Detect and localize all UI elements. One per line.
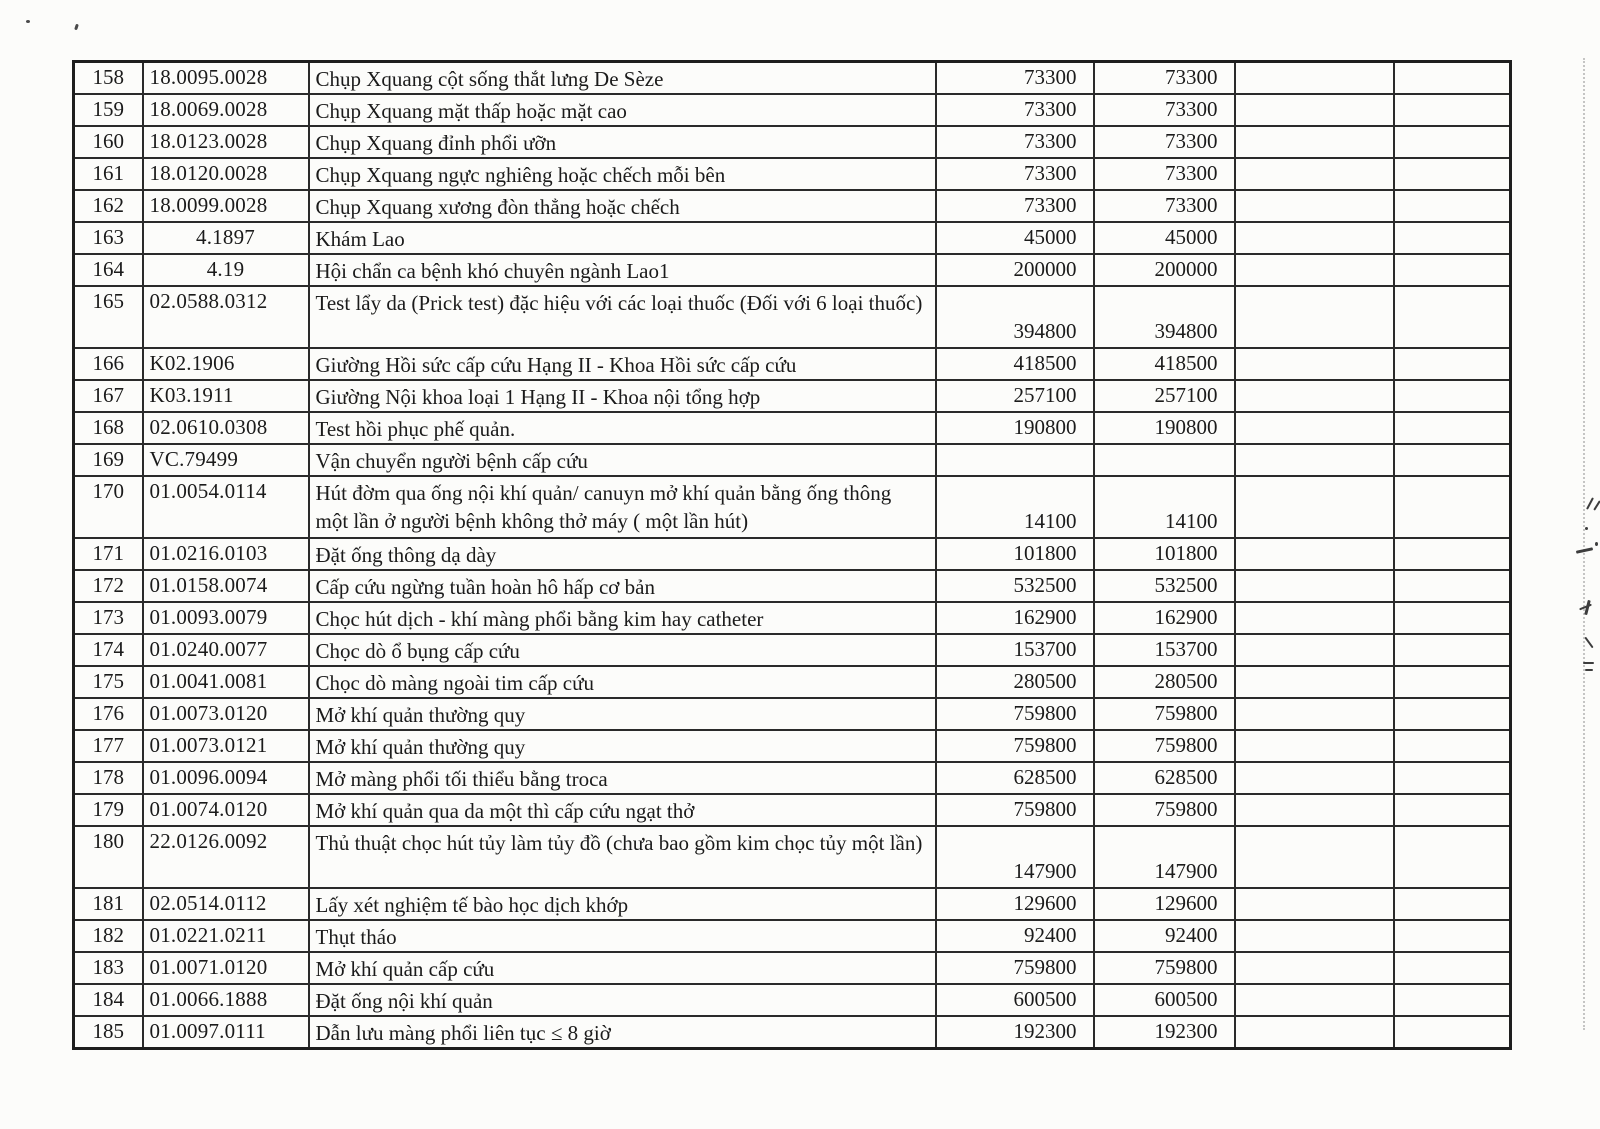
insurance-price: 394800 [1094, 286, 1235, 348]
insurance-price: 280500 [1094, 666, 1235, 698]
insurance-price: 759800 [1094, 698, 1235, 730]
service-code: 01.0041.0081 [143, 666, 309, 698]
service-name: Dẫn lưu màng phổi liên tục ≤ 8 giờ [309, 1016, 936, 1049]
empty-cell-2 [1394, 286, 1511, 348]
insurance-price: 628500 [1094, 762, 1235, 794]
empty-cell-2 [1394, 794, 1511, 826]
service-name: Hội chẩn ca bệnh khó chuyên ngành Lao1 [309, 254, 936, 286]
scan-speck [26, 20, 30, 23]
table-row [74, 412, 1511, 444]
empty-cell-2 [1394, 222, 1511, 254]
row-number: 183 [74, 952, 143, 984]
unit-price: 200000 [936, 254, 1094, 286]
empty-cell-1 [1235, 190, 1394, 222]
table-row [74, 794, 1511, 826]
service-code: 18.0095.0028 [143, 62, 309, 95]
unit-price: 628500 [936, 762, 1094, 794]
row-number: 177 [74, 730, 143, 762]
table-row [74, 348, 1511, 380]
service-code: 02.0610.0308 [143, 412, 309, 444]
service-name: Chọc dò ổ bụng cấp cứu [309, 634, 936, 666]
service-price-table [72, 60, 1512, 1050]
table-row [74, 286, 1511, 348]
service-code: 18.0120.0028 [143, 158, 309, 190]
empty-cell-2 [1394, 126, 1511, 158]
unit-price: 394800 [936, 286, 1094, 348]
scan-edge-artifact [1583, 58, 1585, 1030]
table-row [74, 476, 1511, 538]
row-number: 171 [74, 538, 143, 570]
empty-cell-1 [1235, 538, 1394, 570]
insurance-price: 759800 [1094, 730, 1235, 762]
service-code: 01.0073.0121 [143, 730, 309, 762]
row-number: 169 [74, 444, 143, 476]
table-row [74, 762, 1511, 794]
empty-cell-2 [1394, 888, 1511, 920]
row-number: 182 [74, 920, 143, 952]
unit-price: 101800 [936, 538, 1094, 570]
table-row [74, 62, 1511, 95]
table-row [74, 698, 1511, 730]
row-number: 158 [74, 62, 143, 95]
insurance-price: 600500 [1094, 984, 1235, 1016]
table-body [74, 62, 1511, 1049]
empty-cell-1 [1235, 826, 1394, 888]
empty-cell-1 [1235, 984, 1394, 1016]
unit-price: 162900 [936, 602, 1094, 634]
empty-cell-2 [1394, 730, 1511, 762]
empty-cell-1 [1235, 1016, 1394, 1049]
row-number: 172 [74, 570, 143, 602]
service-code: 01.0054.0114 [143, 476, 309, 538]
insurance-price: 14100 [1094, 476, 1235, 538]
empty-cell-1 [1235, 222, 1394, 254]
empty-cell-2 [1394, 666, 1511, 698]
pen-mark [1593, 500, 1600, 510]
service-name: Chụp Xquang cột sống thắt lưng De Sèze [309, 62, 936, 95]
unit-price: 192300 [936, 1016, 1094, 1049]
service-code: 02.0514.0112 [143, 888, 309, 920]
row-number: 170 [74, 476, 143, 538]
unit-price: 92400 [936, 920, 1094, 952]
table-row [74, 1016, 1511, 1049]
service-code: 18.0123.0028 [143, 126, 309, 158]
scan-speck [74, 24, 79, 31]
unit-price: 418500 [936, 348, 1094, 380]
empty-cell-1 [1235, 286, 1394, 348]
insurance-price: 759800 [1094, 952, 1235, 984]
service-code: 01.0073.0120 [143, 698, 309, 730]
pen-mark [1585, 669, 1593, 671]
empty-cell-2 [1394, 62, 1511, 95]
empty-cell-2 [1394, 348, 1511, 380]
empty-cell-1 [1235, 920, 1394, 952]
unit-price: 153700 [936, 634, 1094, 666]
service-code: 01.0240.0077 [143, 634, 309, 666]
pen-mark [1583, 662, 1594, 664]
table-row [74, 538, 1511, 570]
empty-cell-1 [1235, 602, 1394, 634]
service-code: 01.0093.0079 [143, 602, 309, 634]
row-number: 179 [74, 794, 143, 826]
table-row [74, 444, 1511, 476]
row-number: 184 [74, 984, 143, 1016]
insurance-price: 73300 [1094, 190, 1235, 222]
empty-cell-2 [1394, 538, 1511, 570]
empty-cell-1 [1235, 94, 1394, 126]
service-name: Chọc dò màng ngoài tim cấp cứu [309, 666, 936, 698]
empty-cell-1 [1235, 762, 1394, 794]
service-name: Lấy xét nghiệm tế bào học dịch khớp [309, 888, 936, 920]
service-name: Đặt ống nội khí quản [309, 984, 936, 1016]
empty-cell-2 [1394, 984, 1511, 1016]
service-code: 4.19 [143, 254, 309, 286]
insurance-price: 759800 [1094, 794, 1235, 826]
unit-price [936, 444, 1094, 476]
unit-price: 129600 [936, 888, 1094, 920]
empty-cell-2 [1394, 602, 1511, 634]
insurance-price: 257100 [1094, 380, 1235, 412]
service-code: 18.0099.0028 [143, 190, 309, 222]
insurance-price: 73300 [1094, 126, 1235, 158]
row-number: 167 [74, 380, 143, 412]
service-code: 01.0216.0103 [143, 538, 309, 570]
empty-cell-2 [1394, 476, 1511, 538]
empty-cell-1 [1235, 348, 1394, 380]
empty-cell-2 [1394, 762, 1511, 794]
unit-price: 257100 [936, 380, 1094, 412]
empty-cell-2 [1394, 952, 1511, 984]
service-name: Test lẩy da (Prick test) đặc hiệu với các loại thuốc (Đối với 6 loại thuốc) [309, 286, 936, 348]
row-number: 166 [74, 348, 143, 380]
service-name: Chụp Xquang ngực nghiêng hoặc chếch mỗi bên [309, 158, 936, 190]
empty-cell-2 [1394, 444, 1511, 476]
insurance-price: 101800 [1094, 538, 1235, 570]
empty-cell-1 [1235, 666, 1394, 698]
insurance-price: 147900 [1094, 826, 1235, 888]
empty-cell-2 [1394, 920, 1511, 952]
insurance-price: 418500 [1094, 348, 1235, 380]
service-code: 01.0221.0211 [143, 920, 309, 952]
row-number: 160 [74, 126, 143, 158]
unit-price: 759800 [936, 730, 1094, 762]
pen-mark [1584, 637, 1593, 649]
service-name: Test hồi phục phế quản. [309, 412, 936, 444]
empty-cell-1 [1235, 254, 1394, 286]
empty-cell-1 [1235, 570, 1394, 602]
service-code: 01.0158.0074 [143, 570, 309, 602]
empty-cell-2 [1394, 158, 1511, 190]
insurance-price: 129600 [1094, 888, 1235, 920]
table-row [74, 126, 1511, 158]
table-row [74, 920, 1511, 952]
unit-price: 14100 [936, 476, 1094, 538]
service-name: Cấp cứu ngừng tuần hoàn hô hấp cơ bản [309, 570, 936, 602]
insurance-price [1094, 444, 1235, 476]
insurance-price: 153700 [1094, 634, 1235, 666]
insurance-price: 45000 [1094, 222, 1235, 254]
service-name: Mở màng phổi tối thiểu bằng troca [309, 762, 936, 794]
insurance-price: 192300 [1094, 1016, 1235, 1049]
empty-cell-1 [1235, 62, 1394, 95]
table-row [74, 158, 1511, 190]
insurance-price: 73300 [1094, 62, 1235, 95]
empty-cell-1 [1235, 730, 1394, 762]
service-code: 01.0071.0120 [143, 952, 309, 984]
table-row [74, 730, 1511, 762]
unit-price: 73300 [936, 62, 1094, 95]
service-name: Mở khí quản cấp cứu [309, 952, 936, 984]
table-row [74, 952, 1511, 984]
service-code: 01.0074.0120 [143, 794, 309, 826]
table-row [74, 570, 1511, 602]
empty-cell-2 [1394, 1016, 1511, 1049]
unit-price: 532500 [936, 570, 1094, 602]
insurance-price: 190800 [1094, 412, 1235, 444]
unit-price: 73300 [936, 126, 1094, 158]
unit-price: 147900 [936, 826, 1094, 888]
unit-price: 600500 [936, 984, 1094, 1016]
insurance-price: 92400 [1094, 920, 1235, 952]
table-row [74, 984, 1511, 1016]
empty-cell-2 [1394, 826, 1511, 888]
row-number: 180 [74, 826, 143, 888]
unit-price: 73300 [936, 190, 1094, 222]
service-name: Hút đờm qua ống nội khí quản/ canuyn mở khí quản bằng ống thông một lần ở người bệnh không thở máy ( một lần hút) [309, 476, 936, 538]
service-name: Giường Hồi sức cấp cứu Hạng II - Khoa Hồi sức cấp cứu [309, 348, 936, 380]
row-number: 174 [74, 634, 143, 666]
table-row [74, 190, 1511, 222]
service-name: Chụp Xquang đỉnh phổi ưỡn [309, 126, 936, 158]
unit-price: 280500 [936, 666, 1094, 698]
pen-mark [1595, 542, 1598, 546]
service-name: Giường Nội khoa loại 1 Hạng II - Khoa nội tổng hợp [309, 380, 936, 412]
service-name: Thụt tháo [309, 920, 936, 952]
unit-price: 759800 [936, 794, 1094, 826]
empty-cell-1 [1235, 444, 1394, 476]
service-name: Khám Lao [309, 222, 936, 254]
insurance-price: 532500 [1094, 570, 1235, 602]
service-code: VC.79499 [143, 444, 309, 476]
row-number: 181 [74, 888, 143, 920]
service-name: Chụp Xquang xương đòn thẳng hoặc chếch [309, 190, 936, 222]
row-number: 178 [74, 762, 143, 794]
unit-price: 73300 [936, 158, 1094, 190]
insurance-price: 162900 [1094, 602, 1235, 634]
empty-cell-1 [1235, 794, 1394, 826]
empty-cell-1 [1235, 888, 1394, 920]
service-name: Thủ thuật chọc hút tủy làm tủy đồ (chưa bao gồm kim chọc tủy một lần) [309, 826, 936, 888]
service-code: 01.0097.0111 [143, 1016, 309, 1049]
row-number: 162 [74, 190, 143, 222]
row-number: 164 [74, 254, 143, 286]
table-row [74, 602, 1511, 634]
empty-cell-2 [1394, 190, 1511, 222]
service-name: Mở khí quản thường quy [309, 730, 936, 762]
row-number: 159 [74, 94, 143, 126]
row-number: 185 [74, 1016, 143, 1049]
row-number: 173 [74, 602, 143, 634]
unit-price: 190800 [936, 412, 1094, 444]
service-code: 4.1897 [143, 222, 309, 254]
table-row [74, 254, 1511, 286]
row-number: 168 [74, 412, 143, 444]
unit-price: 45000 [936, 222, 1094, 254]
empty-cell-2 [1394, 570, 1511, 602]
insurance-price: 200000 [1094, 254, 1235, 286]
empty-cell-1 [1235, 380, 1394, 412]
table-row [74, 634, 1511, 666]
row-number: 175 [74, 666, 143, 698]
table-row [74, 222, 1511, 254]
service-code: 01.0096.0094 [143, 762, 309, 794]
empty-cell-1 [1235, 158, 1394, 190]
empty-cell-2 [1394, 634, 1511, 666]
service-code: 18.0069.0028 [143, 94, 309, 126]
service-code: 22.0126.0092 [143, 826, 309, 888]
unit-price: 73300 [936, 94, 1094, 126]
empty-cell-1 [1235, 412, 1394, 444]
service-name: Mở khí quản thường quy [309, 698, 936, 730]
service-name: Vận chuyển người bệnh cấp cứu [309, 444, 936, 476]
empty-cell-2 [1394, 94, 1511, 126]
service-code: K03.1911 [143, 380, 309, 412]
row-number: 163 [74, 222, 143, 254]
insurance-price: 73300 [1094, 158, 1235, 190]
row-number: 176 [74, 698, 143, 730]
table-row [74, 826, 1511, 888]
empty-cell-1 [1235, 634, 1394, 666]
row-number: 161 [74, 158, 143, 190]
empty-cell-1 [1235, 952, 1394, 984]
empty-cell-2 [1394, 412, 1511, 444]
empty-cell-2 [1394, 380, 1511, 412]
empty-cell-2 [1394, 698, 1511, 730]
empty-cell-2 [1394, 254, 1511, 286]
empty-cell-1 [1235, 698, 1394, 730]
unit-price: 759800 [936, 698, 1094, 730]
unit-price: 759800 [936, 952, 1094, 984]
table-row [74, 380, 1511, 412]
service-code: 02.0588.0312 [143, 286, 309, 348]
table-row [74, 94, 1511, 126]
empty-cell-1 [1235, 126, 1394, 158]
insurance-price: 73300 [1094, 94, 1235, 126]
table-row [74, 888, 1511, 920]
pen-mark [1585, 527, 1588, 530]
service-code: 01.0066.1888 [143, 984, 309, 1016]
service-name: Đặt ống thông dạ dày [309, 538, 936, 570]
empty-cell-1 [1235, 476, 1394, 538]
row-number: 165 [74, 286, 143, 348]
service-name: Chọc hút dịch - khí màng phổi bằng kim hay catheter [309, 602, 936, 634]
table-row [74, 666, 1511, 698]
service-name: Mở khí quản qua da một thì cấp cứu ngạt thở [309, 794, 936, 826]
service-code: K02.1906 [143, 348, 309, 380]
service-name: Chụp Xquang mặt thấp hoặc mặt cao [309, 94, 936, 126]
